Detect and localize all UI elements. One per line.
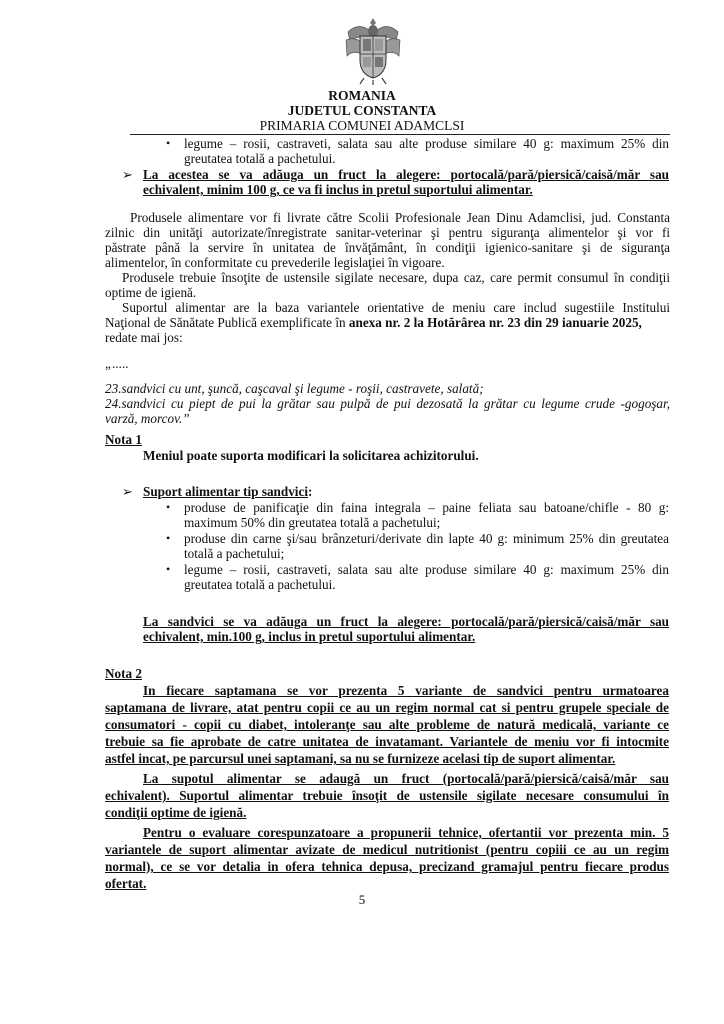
support-item3-line2: greutatea totală a pachetului. (184, 577, 336, 592)
support-title-colon: : (308, 484, 313, 499)
nota2-p1-line5: astfel incat, pe parcursul unei saptamani, sa nu se furnizeze acelasi tip de suport alimentar. (105, 751, 616, 766)
nota2-p1-line4: trebuie sa fie aprobate de catre unitatea de invatamant. Variantele de meniu vor fi intocmite (105, 734, 669, 749)
nota2-p1-line3: consumatori - copii cu diabet, intoleranţe sau alte probleme de natură medicală, variante ce (105, 717, 669, 732)
top-item-line2: greutatea totală a pachetului. (184, 151, 336, 166)
romania-coat-of-arms-icon (342, 14, 404, 86)
support-item2-line1: produse din carne şi/sau brânzeturi/derivate din lapte 40 g: minimum 25% din greutatea (184, 531, 669, 546)
p1-line4: alimentelor, în conformitate cu prevederile legislaţiei în vigoare. (105, 255, 445, 270)
nota1-title: Nota 1 (105, 432, 142, 447)
top-item-line1: legume – rosii, castraveti, salata sau alte produse similare 40 g: maximum 25% din (184, 136, 669, 151)
nota2-p3-line2: variantele de suport alimentar avizate de medicul nutritionist (pentru copiii ce au un regim (105, 842, 669, 857)
bullet-icon: • (166, 136, 171, 150)
support-title (143, 484, 312, 499)
top-fruit-line2: echivalent, minim 100 g, ce va fi inclus in pretul suportului alimentar. (143, 182, 533, 197)
header-county: JUDETUL CONSTANTA (287, 103, 437, 118)
support-item3-line1: legume – rosii, castraveti, salata sau alte produse similare 40 g: maximum 25% din (184, 562, 669, 577)
support-item1-line1: produse de panificaţie din faina integrala – paine feliata sau batoane/chifle - 80 g: (184, 500, 669, 515)
header-institution: PRIMARIA COMUNEI ADAMCLSI (259, 118, 465, 133)
support-title-text: Suport alimentar tip sandvici (143, 484, 308, 499)
top-fruit-line1: La acestea se va adăuga un fruct la alegere: portocală/pară/piersică/caisă/măr sau (143, 167, 669, 182)
support-item1-line2: maximum 50% din greutatea totală a pachetului; (184, 515, 441, 530)
nota2-p3-line3: normal), ce se vor detalia in ofera tehnica depusa, precizand gramajul pentru fiecare produs (105, 859, 669, 874)
nota1-fruit-line1: La sandvici se va adăuga un fruct la alegere: portocală/pară/piersică/caisă/măr sau (143, 614, 669, 629)
p3-line1: Suportul alimentar are la baza variantele orientative de meniu care includ sugestiile Institului (122, 300, 670, 315)
arrow-bullet-icon: ➢ (122, 167, 133, 182)
p2-line1: Produsele trebuie însoţite de ustensile sigilate necesare, dupa caz, care permit consumul în condiţii (122, 270, 670, 285)
p3-line2 (105, 315, 642, 330)
p3-line2-reference: anexa nr. 2 la Hotărârea nr. 23 din 29 ianuarie 2025, (348, 315, 642, 330)
p3-line3: redate mai jos: (105, 330, 183, 345)
nota2-p1-line1: In fiecare saptamana se vor prezenta 5 variante de sandvici pentru urmatoarea (143, 683, 669, 698)
quote-item-24-line1: 24.sandvici cu piept de pui la grătar sau pulpă de pui dezosată la grătar cu legume crude -gogoşar, (105, 396, 670, 411)
arrow-bullet-icon: ➢ (122, 484, 133, 499)
bullet-icon: • (166, 500, 171, 514)
nota2-p3-line4: ofertat. (105, 876, 147, 891)
quote-item-23: 23.sandvici cu unt, şuncă, caşcaval şi legume - roşii, castravete, salată; (105, 381, 484, 396)
nota2-p2-line3: condiţii optime de igienă. (105, 805, 247, 820)
page-number: 5 (358, 892, 366, 907)
p1-line3: păstrate până la servire în unitatea de învăţământ, în condiţii igienico-sanitare şi de siguranţa (105, 240, 670, 255)
header-divider (130, 134, 670, 135)
p1-line2: zilnic din unităţi autorizate/înregistrate sanitar-veterinar şi pentru siguranţa alimentelor şi vor fi (105, 225, 670, 240)
nota2-p2-line1: La supotul alimentar se adaugă un fruct (portocală/pară/piersică/caisă/măr sau (143, 771, 669, 786)
quote-item-24-line2: varză, morcov.” (105, 411, 190, 426)
nota2-title: Nota 2 (105, 666, 142, 681)
p1-line1: Produsele alimentare vor fi livrate către Scolii Profesionale Jean Dinu Adamclisi, jud. Constanta (130, 210, 670, 225)
support-item2-line2: totală a pachetului; (184, 546, 285, 561)
bullet-icon: • (166, 562, 171, 576)
nota1-fruit-line2: echivalent, min.100 g, inclus in pretul suportului alimentar. (143, 629, 476, 644)
nota1-text: Meniul poate suporta modificari la solicitarea achizitorului. (143, 448, 479, 463)
nota2-p3-line1: Pentru o evaluare corespunzatoare a propunerii tehnice, ofertantii vor prezenta min. 5 (143, 825, 669, 840)
nota2-p2-line2: echivalent). Suportul alimentar trebuie însoţit de ustensile sigilate necesare consumului în (105, 788, 669, 803)
p2-line2: optime de igienă. (105, 285, 197, 300)
nota2-p1-line2: saptamana de livrare, atat pentru copii ce au un regim normal cat si pentru grupele speciale de (105, 700, 669, 715)
bullet-icon: • (166, 531, 171, 545)
quote-dots: „..... (105, 356, 129, 371)
header-country: ROMANIA (328, 88, 396, 103)
p3-line2-text: Naţional de Sănătate Publică exemplificate în (105, 315, 349, 330)
